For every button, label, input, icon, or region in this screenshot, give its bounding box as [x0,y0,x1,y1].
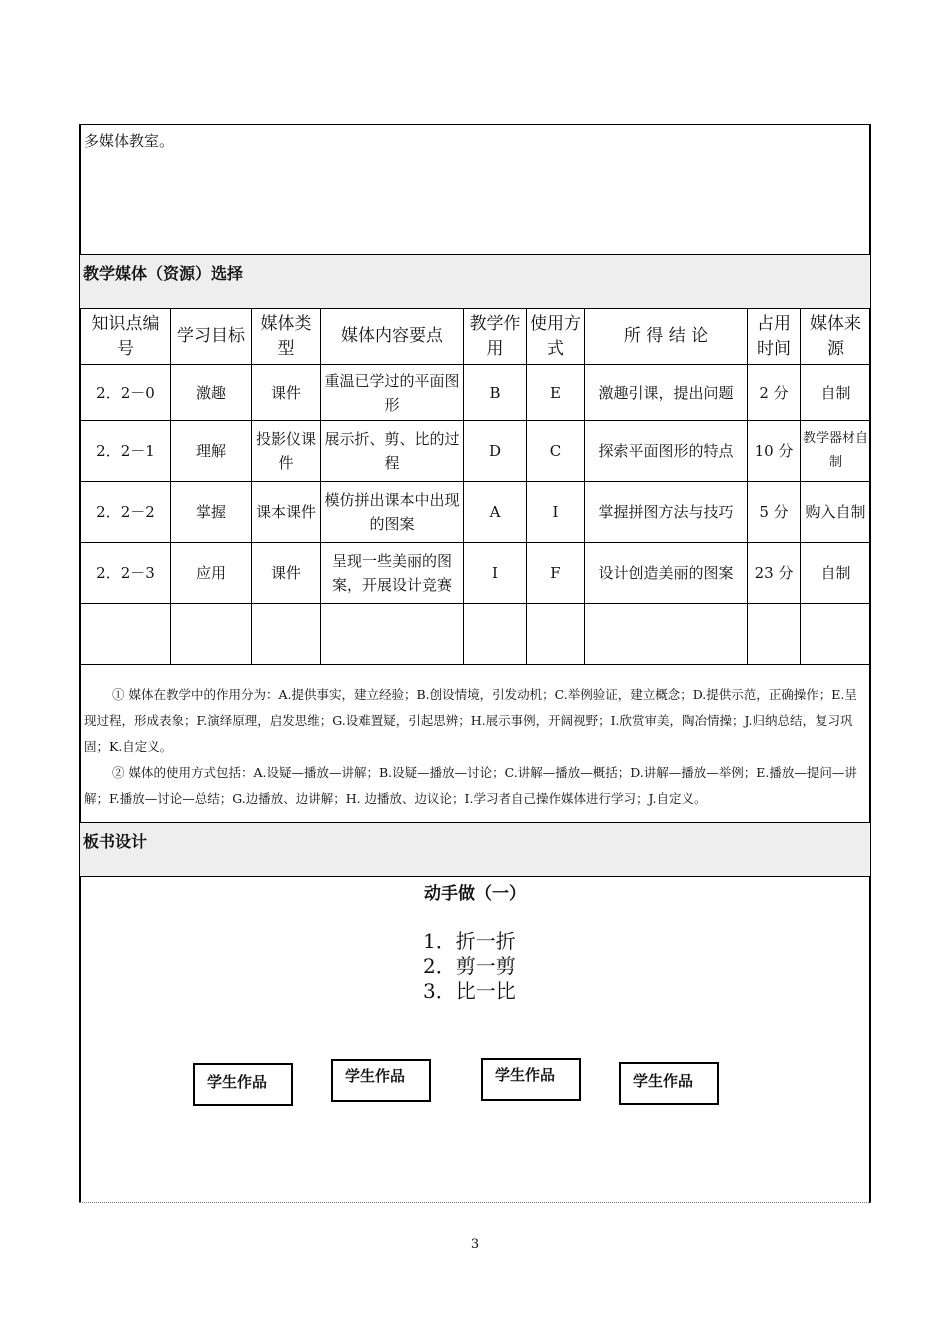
cell-id [81,604,171,665]
header-media-type: 媒体类型 [252,309,321,365]
media-section-bar [80,255,870,308]
cell-usage: E [527,365,585,421]
cell-type [252,604,321,665]
cell-role: D [464,421,527,482]
board-item: 2．剪一剪 [423,954,516,978]
student-work-box: 学生作品 [619,1062,719,1105]
board-title: 动手做（一） [424,884,526,904]
board-list [423,929,516,1004]
cell-type: 课件 [252,365,321,421]
header-time: 占用时间 [748,309,801,365]
cell-goal [171,604,252,665]
cell-content [321,604,464,665]
cell-role: I [464,543,527,604]
cell-role: A [464,482,527,543]
cell-type: 课本课件 [252,482,321,543]
cell-time: 23 分 [748,543,801,604]
student-work-box: 学生作品 [193,1063,293,1106]
cell-usage: C [527,421,585,482]
cell-usage: F [527,543,585,604]
cell-id: 2．2－1 [81,421,171,482]
header-content: 媒体内容要点 [321,309,464,365]
cell-content: 呈现一些美丽的图案，开展设计竞赛 [321,543,464,604]
note-teaching-roles: ① 媒体在教学中的作用分为：A.提供事实，建立经验；B.创设情境，引发动机；C.举例验证，建立概念；D.提供示范，正确操作；E.呈现过程，形成表象；F.演绎原理，启发思维；G.设难置疑，引起思辨；H.展示事例，开阔视野；I.欣赏审美，陶冶情操；J.归纳总结，复习巩固；K.自定义。 [84,687,857,754]
note-usage-methods: ② 媒体的使用方式包括：A.设疑—播放—讲解；B.设疑—播放—讨论；C.讲解—播放—概括；D.讲解—播放—举例；E.播放—提问—讲解；F.播放—讨论—总结；G.边播放、边讲解；H. 边播放、边议论；I.学习者自己操作媒体进行学习；J.自定义。 [84,765,857,806]
board-item: 3．比一比 [423,979,516,1003]
table-row [81,482,871,543]
cell-content: 模仿拼出课本中出现的图案 [321,482,464,543]
cell-role [464,604,527,665]
board-item: 1．折一折 [423,929,516,953]
cell-goal: 应用 [171,543,252,604]
cell-time [748,604,801,665]
table-row-empty [81,604,871,665]
cell-content: 重温已学过的平面图形 [321,365,464,421]
cell-conclusion [585,604,748,665]
cell-source: 自制 [801,365,871,421]
board-section-bar [80,823,870,876]
table-header-row [81,309,871,365]
student-work-box: 学生作品 [331,1059,431,1102]
header-goal: 学习目标 [171,309,252,365]
media-table [80,308,871,665]
cell-conclusion: 设计创造美丽的图案 [585,543,748,604]
header-teaching-role: 教学作用 [464,309,527,365]
student-work-box: 学生作品 [481,1058,581,1101]
header-knowledge-id: 知识点编 号 [81,309,171,365]
cell-type: 投影仪课件 [252,421,321,482]
table-row [81,543,871,604]
media-notes [84,682,864,812]
cell-goal: 掌握 [171,482,252,543]
cell-id: 2．2－2 [81,482,171,543]
cell-type: 课件 [252,543,321,604]
header-conclusion: 所 得 结 论 [585,309,748,365]
header-usage: 使用方式 [527,309,585,365]
cell-goal: 理解 [171,421,252,482]
cell-content: 展示折、剪、比的过程 [321,421,464,482]
frame-bottom-border [79,1202,871,1203]
media-section-title: 教学媒体（资源）选择 [83,264,244,283]
table-row [81,365,871,421]
cell-usage: I [527,482,585,543]
cell-id: 2．2－0 [81,365,171,421]
cell-goal: 激趣 [171,365,252,421]
cell-source [801,604,871,665]
board-section-title: 板书设计 [83,832,148,851]
table-row [81,421,871,482]
cell-conclusion: 掌握拼图方法与技巧 [585,482,748,543]
cell-conclusion: 探索平面图形的特点 [585,421,748,482]
cell-source: 教学器材自制 [801,421,871,482]
cell-time: 2 分 [748,365,801,421]
cell-time: 5 分 [748,482,801,543]
header-source: 媒体来源 [801,309,871,365]
cell-source: 购入自制 [801,482,871,543]
page-number: 3 [470,1237,480,1252]
cell-conclusion: 激趣引课，提出问题 [585,365,748,421]
cell-id: 2．2－3 [81,543,171,604]
divider [80,876,870,877]
cell-source: 自制 [801,543,871,604]
venue-text: 多媒体教室。 [84,132,175,150]
cell-time: 10 分 [748,421,801,482]
cell-role: B [464,365,527,421]
cell-usage [527,604,585,665]
